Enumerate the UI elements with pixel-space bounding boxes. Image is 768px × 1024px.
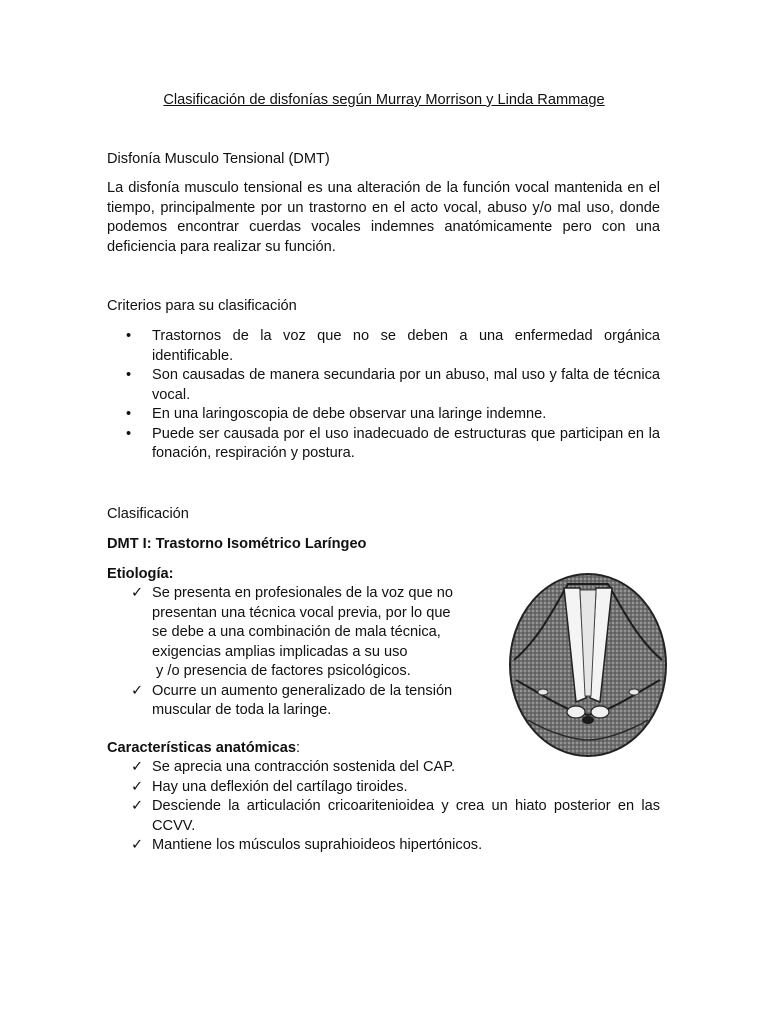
document-title: Clasificación de disfonías según Murray Morrison y Linda Rammage [163, 92, 605, 108]
etiologia-heading: Etiología: [107, 566, 174, 582]
list-item-line: presentan una técnica vocal previa, por lo que [152, 604, 451, 621]
list-item [107, 327, 660, 366]
criterios-list [107, 327, 660, 464]
check-icon: ✓ [131, 837, 144, 853]
list-item-line: Se presenta en profesionales de la voz que no [152, 585, 454, 601]
etiologia-list [107, 584, 507, 721]
dmt-paragraph: La disfonía musculo tensional es una alteración de la función vocal mantenida en el tiempo, principalmente por un trastorno en el acto vocal, abuso y/o mal uso, donde podemos encontrar cuerdas vocales indemnes anatómicamente pero con una deficiencia para realizar su función. [107, 180, 660, 255]
list-item-text: Hay una deflexión del cartílago tiroides. [152, 778, 408, 795]
list-item-line: exigencias amplias implicadas a su uso [152, 643, 408, 660]
list-item-text: En una laringoscopia de debe observar una laringe indemne. [152, 406, 547, 422]
list-item [107, 778, 660, 798]
list-item-line: y /o presencia de factores psicológicos. [152, 663, 411, 679]
dmt1-heading: DMT I: Trastorno Isométrico Laríngeo [107, 536, 367, 552]
clasificacion-heading: Clasificación [107, 506, 189, 522]
caracteristicas-heading: Características anatómicas [107, 740, 297, 756]
caracteristicas-list [107, 758, 660, 856]
list-item-text: Desciende la articulación cricoaritenioidea y crea un hiato posterior en las CCVV. [152, 798, 660, 834]
dmt-heading: Disfonía Musculo Tensional (DMT) [107, 151, 330, 167]
list-item-text: Se aprecia una contracción sostenida del CAP. [152, 759, 456, 775]
list-item-line: Ocurre un aumento generalizado de la tensión [152, 682, 453, 699]
etiologia-list-container [107, 584, 507, 721]
list-item-text: Puede ser causada por el uso inadecuado de estructuras que participan en la fonación, respiración y postura. [152, 425, 660, 461]
list-item [107, 758, 660, 778]
list-item [107, 405, 660, 425]
list-item-text: Trastornos de la voz que no se deben a una enfermedad orgánica identificable. [152, 328, 660, 364]
list-item-text: Mantiene los músculos suprahioideos hipertónicos. [152, 837, 483, 853]
caracteristicas-colon: : [296, 740, 301, 756]
check-icon: ✓ [131, 778, 144, 795]
list-item [107, 584, 507, 682]
check-icon: ✓ [131, 682, 144, 699]
list-item [107, 425, 660, 464]
list-item [107, 797, 660, 836]
list-item-text: Son causadas de manera secundaria por un abuso, mal uso y falta de técnica vocal. [152, 367, 660, 403]
larynx-diagram [508, 570, 668, 758]
check-icon: ✓ [131, 585, 144, 601]
larynx-drawing-icon [508, 570, 668, 758]
list-item-line: se debe a una combinación de mala técnica, [152, 624, 441, 640]
criterios-list-container [107, 327, 660, 464]
list-item [107, 836, 660, 856]
list-item-line: muscular de toda la laringe. [152, 702, 332, 718]
check-icon: ✓ [131, 798, 144, 814]
check-icon: ✓ [131, 759, 144, 775]
list-item [107, 366, 660, 405]
list-item [107, 682, 507, 721]
criterios-heading: Criterios para su clasificación [107, 298, 297, 314]
caracteristicas-list-container [107, 758, 660, 856]
